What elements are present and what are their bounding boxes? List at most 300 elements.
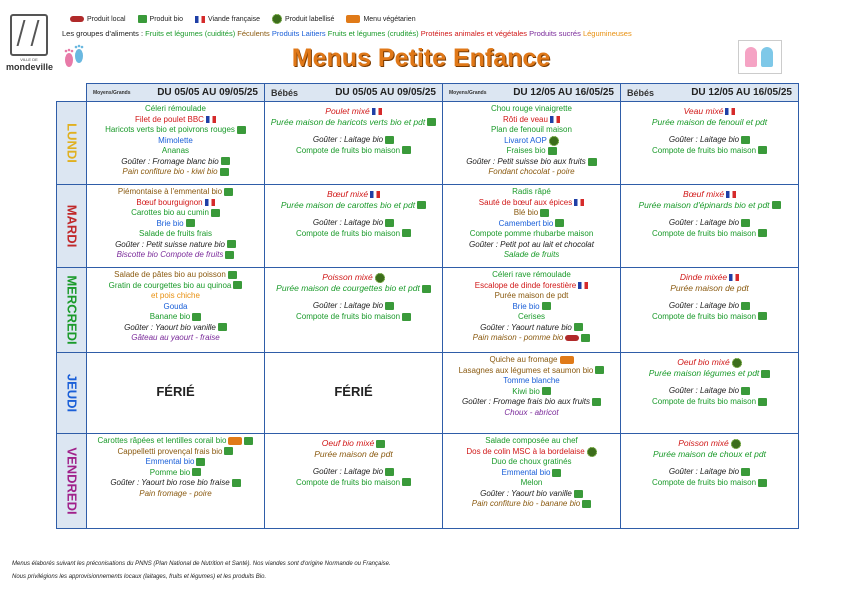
menu-line: [87, 468, 264, 479]
menu-line: [443, 302, 620, 313]
menu-line: [443, 270, 620, 281]
menu-line: [443, 376, 620, 387]
food-group-label: Féculents: [237, 29, 270, 38]
menu-line: [621, 386, 798, 397]
menu-line-text: et pois chiche: [151, 291, 200, 300]
french-flag-icon: [574, 199, 584, 206]
menu-line: [87, 157, 264, 168]
bio-product-icon: [758, 229, 767, 237]
menu-cell: [265, 102, 443, 185]
bio-product-icon: [192, 468, 201, 476]
menu-line: [621, 189, 798, 200]
menu-line: [443, 125, 620, 136]
vegetarian-icon: [560, 356, 574, 364]
day-name: JEUDI: [64, 373, 79, 413]
bio-product-icon: [221, 157, 230, 165]
bio-product-icon: [552, 469, 561, 477]
local-product-icon: [70, 16, 84, 22]
week-header: [621, 84, 799, 102]
vegetarian-icon: [346, 15, 360, 23]
page-title: Menus Petite Enfance: [291, 44, 551, 72]
bio-product-icon: [376, 440, 385, 448]
menu-line: [621, 218, 798, 229]
food-group-label: Fruits et légumes (cuidités): [145, 29, 236, 38]
menu-line-text: Pain confiture bio - kiwi bio: [122, 167, 218, 176]
menu-line-text: Compote de fruits bio maison: [651, 311, 757, 321]
menu-line-text: Goûter : Yaourt bio vanille: [480, 488, 572, 498]
menu-line: [87, 281, 264, 292]
menu-line-text: Gâteau au yaourt - fraise: [131, 333, 220, 342]
day-name: MERCREDI: [64, 275, 79, 345]
menu-line-text: Compote pomme rhubarbe maison: [469, 229, 594, 238]
menu-line: [265, 449, 442, 460]
menu-line-text: Oeuf bio mixé: [321, 438, 375, 448]
menu-line-text: Filet de poulet BBC: [135, 114, 204, 124]
menu-line: [87, 125, 264, 136]
menu-cell: [621, 268, 799, 353]
day-row: [57, 185, 799, 268]
day-row: [57, 102, 799, 185]
menu-line-text: Tomme blanche: [503, 376, 560, 385]
menu-line: [443, 499, 620, 510]
bio-product-icon: [741, 468, 750, 476]
menu-cell: [443, 102, 621, 185]
menu-line-text: Carottes bio au cumin: [131, 208, 209, 217]
menu-line: [621, 210, 798, 218]
menu-line: [443, 355, 620, 366]
menu-line: [87, 229, 264, 240]
menu-line: [443, 468, 620, 479]
food-group-label: Protéines animales et végétales: [420, 29, 528, 38]
label-icon: [375, 273, 385, 283]
menu-line-text: Compote de fruits bio maison: [295, 477, 401, 487]
vegetarian-icon: [228, 437, 242, 445]
food-group-label: Produits Laitiers: [271, 29, 326, 38]
bio-product-icon: [244, 437, 253, 445]
food-groups-legend: [62, 29, 632, 38]
menu-cell: [443, 268, 621, 353]
menu-line: [265, 189, 442, 200]
menu-line: [265, 283, 442, 294]
logo-name: mondeville: [6, 62, 54, 72]
bio-product-icon: [758, 146, 767, 154]
bio-product-icon: [218, 323, 227, 331]
label-icon: [731, 439, 741, 449]
menu-line-text: Dos de colin MSC à la bordelaise: [466, 446, 585, 456]
menu-line: [265, 200, 442, 211]
date-range-label: DU 05/05 AU 09/05/25: [335, 87, 436, 98]
menu-line: [621, 106, 798, 117]
day-label-cell: [57, 353, 87, 434]
bio-product-icon: [417, 201, 426, 209]
menu-line: [87, 333, 264, 344]
bio-product-icon: [761, 370, 770, 378]
menu-line: [87, 250, 264, 261]
menu-line-text: Purée maison de pdt: [494, 291, 569, 300]
menu-line-text: Brie bio: [156, 218, 184, 228]
bio-product-icon: [225, 251, 234, 259]
legend-label: Viande française: [208, 15, 261, 23]
menu-line: [87, 323, 264, 334]
date-range-label: DU 12/05 AU 16/05/25: [513, 87, 614, 98]
french-flag-icon: [206, 116, 216, 123]
menu-cell: [265, 185, 443, 268]
bio-product-icon: [542, 387, 551, 395]
menu-line-text: Céleri rémoulade: [145, 104, 206, 113]
menu-line-text: Cerises: [517, 312, 546, 321]
menu-line-text: Poisson mixé: [678, 438, 729, 448]
menu-cell: [621, 102, 799, 185]
menu-line-text: Radis râpé: [512, 187, 551, 196]
menu-line-text: Choux - abricot: [504, 407, 559, 417]
bio-product-icon: [227, 240, 236, 248]
legend-item: [344, 15, 415, 23]
menu-line-text: Bœuf mixé: [326, 189, 369, 199]
french-flag-icon: [729, 274, 739, 281]
menu-cell: [265, 434, 443, 529]
menu-line: [443, 240, 620, 251]
menu-line-text: Compote de fruits bio maison: [651, 145, 757, 155]
menu-line: [87, 312, 264, 323]
bio-product-icon: [741, 387, 750, 395]
menu-line: [621, 135, 798, 146]
legend-item: [136, 15, 183, 23]
menu-line: [87, 136, 264, 147]
menu-line: [87, 447, 264, 458]
menu-line-text: Gouda: [163, 301, 188, 311]
week-header: [443, 84, 621, 102]
menu-line: [443, 146, 620, 157]
menu-line-text: Céleri rave rémoulade: [492, 270, 571, 279]
menu-line-text: Goûter : Petit suisse bio aux fruits: [466, 156, 586, 166]
menu-line-text: Purée maison de fenouil et pdt: [651, 116, 768, 127]
menu-line-text: Salade composée au chef: [485, 436, 578, 445]
menu-cell: [87, 185, 265, 268]
menu-line-text: Compote de fruits bio maison: [651, 228, 757, 238]
menu-line-text: Goûter : Fromage blanc bio: [121, 156, 219, 166]
menu-line-text: Purée maison de carottes bio et pdt: [280, 199, 416, 210]
menu-line-text: Compote de fruits bio maison: [651, 396, 757, 406]
menu-line-text: Goûter : Petit pot au lait et chocolat: [469, 239, 594, 249]
bio-product-icon: [772, 201, 781, 209]
menu-cell: [621, 185, 799, 268]
legend-label: Produit bio: [149, 15, 183, 23]
menu-cell: [87, 353, 265, 434]
menu-cell: [87, 434, 265, 529]
menu-line-text: Poisson mixé: [322, 272, 373, 282]
bio-product-icon: [540, 209, 549, 217]
menu-line-text: Purée maison de pdt: [670, 282, 749, 293]
menu-line: [443, 187, 620, 198]
label-icon: [549, 136, 559, 146]
day-row: [57, 353, 799, 434]
menu-line: [87, 198, 264, 209]
menu-line-text: Escalope de dinde forestière: [474, 280, 577, 290]
menu-line: [443, 333, 620, 344]
menu-line: [87, 115, 264, 126]
menu-line-text: Piémontaise à l'emmental bio: [117, 187, 223, 196]
menu-table: [56, 83, 799, 529]
menu-line: [265, 218, 442, 229]
menu-line: [443, 115, 620, 126]
menu-line: [87, 478, 264, 489]
footer-note-2: Nous privilégions les approvisionnements locaux (laitages, fruits et légumes) et les produits Bio.: [12, 574, 267, 580]
menu-line-text: Carottes râpées et lentilles corail bio: [97, 436, 227, 445]
bio-product-icon: [758, 479, 767, 487]
bio-product-icon: [224, 188, 233, 196]
bio-product-icon: [233, 281, 242, 289]
menu-cell: [87, 268, 265, 353]
groups-intro: Les groupes d'aliments :: [62, 29, 146, 38]
day-row: [57, 268, 799, 353]
day-row: [57, 434, 799, 529]
menu-line: [87, 489, 264, 500]
bio-product-icon: [196, 458, 205, 466]
menu-line: [443, 436, 620, 447]
menu-line: [265, 301, 442, 312]
legend-label: Menu végétarien: [363, 15, 416, 23]
bio-product-icon: [758, 398, 767, 406]
bio-product-icon: [138, 15, 147, 23]
menu-line: [265, 135, 442, 146]
menu-line: [443, 489, 620, 500]
bio-product-icon: [385, 136, 394, 144]
menu-line-text: Camembert bio: [498, 218, 554, 228]
local-product-icon: [565, 335, 579, 341]
logo-subtitle: VILLE DE: [20, 57, 38, 62]
menu-line-text: Plan de fenouil maison: [491, 125, 572, 134]
menu-line: [621, 357, 798, 368]
menu-line-text: Goûter : Yaourt bio vanille: [124, 322, 216, 332]
menu-line: [443, 136, 620, 147]
menu-line-text: Oeuf bio mixé: [677, 357, 730, 367]
label-icon: [732, 358, 742, 368]
menu-line: [621, 229, 798, 240]
menu-line: [443, 387, 620, 398]
menu-line: [265, 384, 442, 399]
menu-line: [621, 200, 798, 211]
date-range-label: DU 12/05 AU 16/05/25: [691, 87, 792, 98]
menu-line: [443, 250, 620, 261]
menu-line: [87, 146, 264, 157]
menu-line: [621, 272, 798, 283]
bio-product-icon: [192, 313, 201, 321]
age-group-label: Moyens/Grands: [93, 89, 131, 96]
bio-product-icon: [588, 158, 597, 166]
menu-line: [87, 167, 264, 178]
menu-line: [265, 146, 442, 157]
bio-product-icon: [220, 168, 229, 176]
bio-product-icon: [402, 313, 411, 321]
menu-line-text: Goûter : Fromage frais bio aux fruits: [461, 397, 591, 406]
day-name: LUNDI: [64, 123, 79, 163]
menu-line-text: FÉRIÉ: [334, 384, 373, 399]
menu-line-text: Goûter : Yaourt bio rose bio fraise: [110, 478, 230, 487]
menu-line-text: Compote de fruits bio maison: [295, 145, 401, 155]
bio-product-icon: [237, 126, 246, 134]
menu-line-text: Purée maison de haricots verts bio et pdt: [270, 116, 426, 127]
menu-line: [621, 467, 798, 478]
menu-line-text: Chou rouge vinaigrette: [491, 104, 572, 113]
menu-line-text: Compote de fruits bio maison: [295, 228, 401, 238]
menu-line: [621, 449, 798, 460]
age-group-label: Moyens/Grands: [449, 89, 487, 96]
menu-line: [443, 457, 620, 468]
menu-line-text: Purée maison légumes et pdt: [648, 367, 760, 378]
menu-cell: [265, 268, 443, 353]
legend-item: [270, 14, 334, 24]
legend-label: Produit labellisé: [285, 15, 335, 23]
menu-line: [87, 219, 264, 230]
french-flag-icon: [370, 191, 380, 198]
bio-product-icon: [402, 146, 411, 154]
bio-product-icon: [741, 219, 750, 227]
menu-line-text: Rôti de veau: [503, 114, 548, 124]
menu-line: [265, 312, 442, 323]
menu-cell: [443, 434, 621, 529]
menu-line-text: Goûter : Laitage bio: [668, 386, 740, 396]
age-group-label: Bébés: [271, 87, 299, 98]
footer-note-1: Menus élaborés suivant les préconisations du PNNS (Plan National de Nutrition et Santé). Nos viandes sont d'origine Normande ou Française.: [12, 561, 391, 567]
legend-item: [68, 16, 126, 23]
menu-line-text: Goûter : Laitage bio: [668, 218, 740, 227]
legend: [68, 14, 416, 24]
menu-line: [443, 208, 620, 219]
menu-line-text: Goûter : Laitage bio: [668, 135, 740, 144]
menu-line-text: Goûter : Laitage bio: [312, 467, 384, 476]
food-group-label: Légumineuses: [582, 29, 632, 38]
menu-line-text: Emmental bio: [145, 457, 195, 466]
menu-line-text: Gratin de courgettes bio au quinoa: [108, 280, 232, 290]
french-flag-icon: [578, 282, 588, 289]
menu-line: [621, 312, 798, 323]
menu-line: [443, 397, 620, 408]
label-icon: [272, 14, 282, 24]
bio-product-icon: [595, 366, 604, 374]
menu-line: [443, 167, 620, 178]
bio-product-icon: [555, 219, 564, 227]
menu-line-text: Fondant chocolat - poire: [488, 167, 575, 177]
menu-line-text: Veau mixé: [683, 106, 724, 116]
menu-line-text: Sauté de bœuf aux épices: [478, 197, 573, 207]
menu-line-text: Salade de fruits: [503, 250, 560, 259]
menu-line: [265, 272, 442, 283]
menu-line: [87, 457, 264, 468]
week-header: [265, 84, 443, 102]
menu-line: [621, 368, 798, 379]
menu-line: [443, 157, 620, 168]
menu-line: [443, 408, 620, 419]
french-flag-icon: [205, 199, 215, 206]
menu-line-text: Blé bio: [513, 208, 539, 217]
menu-line-text: Goûter : Yaourt nature bio: [480, 322, 572, 332]
menu-line: [265, 210, 442, 218]
day-label-cell: [57, 434, 87, 529]
bio-product-icon: [232, 479, 241, 487]
menu-line: [87, 436, 264, 447]
menu-line: [443, 323, 620, 334]
menu-line-text: Quiche au fromage: [489, 355, 558, 364]
menu-line: [87, 104, 264, 115]
menu-line: [443, 447, 620, 458]
menu-cell: [443, 185, 621, 268]
bio-product-icon: [758, 312, 767, 320]
menu-line-text: Goûter : Laitage bio: [312, 218, 384, 227]
menu-line-text: Haricots verts bio et poivrons rouges: [105, 125, 235, 134]
menu-line-text: Livarot AOP: [504, 135, 547, 145]
menu-line-text: Goûter : Laitage bio: [668, 467, 740, 477]
menu-line-text: Pain confiture bio - banane bio: [471, 499, 581, 509]
menu-line: [265, 438, 442, 449]
menu-line-text: Kiwi bio: [512, 386, 540, 396]
menu-line-text: Pain maison - pomme bio: [472, 333, 564, 342]
week-header: [87, 84, 265, 102]
menu-line-text: Compote de fruits bio maison: [651, 477, 757, 487]
menu-line-text: Goûter : Laitage bio: [312, 135, 384, 144]
menu-line: [443, 478, 620, 489]
menu-line-text: Purée maison de courgettes bio et pdt: [276, 282, 420, 293]
menu-line-text: Purée maison d'épinards bio et pdt: [638, 199, 770, 210]
children-illustration: [738, 40, 782, 74]
menu-line: [621, 378, 798, 386]
menu-line-text: Biscotte bio Compote de fruits: [116, 250, 224, 259]
menu-line-text: Goûter : Laitage bio: [668, 301, 740, 310]
menu-line: [87, 240, 264, 251]
menu-line-text: Duo de choux gratinés: [491, 457, 572, 467]
food-group-label: Fruits et légumes (crudités): [327, 29, 419, 38]
day-label-cell: [57, 185, 87, 268]
menu-line: [443, 104, 620, 115]
menu-line-text: Emmental bio: [501, 467, 551, 477]
menu-line: [265, 106, 442, 117]
menu-line: [87, 302, 264, 313]
menu-line: [443, 281, 620, 292]
day-name: VENDREDI: [64, 447, 79, 515]
menu-line-text: Compote de fruits bio maison: [295, 311, 401, 321]
menu-line: [621, 438, 798, 449]
bio-product-icon: [385, 219, 394, 227]
legend-label: Produit local: [87, 15, 126, 23]
bio-product-icon: [574, 490, 583, 498]
menu-line-text: Brie bio: [512, 301, 540, 311]
label-icon: [587, 447, 597, 457]
menu-line-text: Pain fromage - poire: [139, 488, 212, 498]
menu-line-text: Goûter : Laitage bio: [312, 301, 384, 311]
menu-line: [265, 467, 442, 478]
menu-line: [621, 301, 798, 312]
menu-line-text: Lasagnes aux légumes et saumon bio: [458, 365, 594, 375]
french-flag-icon: [372, 108, 382, 115]
menu-line-text: Purée maison de choux et pdt: [653, 448, 766, 459]
menu-line-text: Bœuf mixé: [682, 189, 725, 199]
table-corner: [57, 84, 87, 102]
bio-product-icon: [542, 302, 551, 310]
menu-line: [443, 366, 620, 377]
bio-product-icon: [224, 447, 233, 455]
bio-product-icon: [574, 323, 583, 331]
bio-product-icon: [581, 334, 590, 342]
menu-line: [265, 117, 442, 128]
bio-product-icon: [211, 209, 220, 217]
menu-line: [443, 312, 620, 323]
menu-line-text: Salade de fruits frais: [139, 229, 212, 238]
menu-line-text: Dinde mixée: [679, 272, 728, 282]
menu-line: [621, 293, 798, 301]
menu-line: [443, 198, 620, 209]
menu-line: [265, 478, 442, 489]
bio-product-icon: [427, 118, 436, 126]
menu-line-text: Salade de pâtes bio au poisson: [114, 270, 226, 279]
